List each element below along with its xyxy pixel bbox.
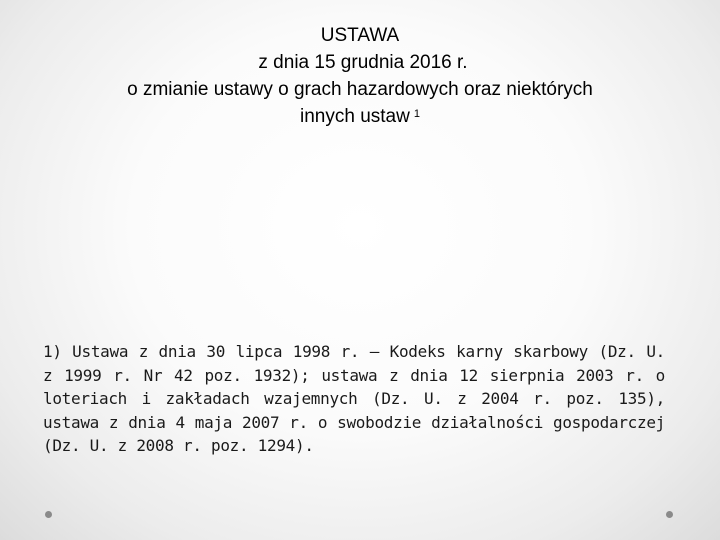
title-line-date: z dnia 15 grudnia 2016 r. xyxy=(258,52,468,73)
title-line-subject: o zmianie ustawy o grach hazardowych oraz niektórych xyxy=(127,79,593,100)
footnote-text: 1) Ustawa z dnia 30 lipca 1998 r. – Kodeks karny skarbowy (Dz. U. z 1999 r. Nr 42 poz. 1932); ustawa z dnia 12 sierpnia 2003 r. o loteriach i zakładach wzajemnych (Dz. U. z 2004 r. poz. 135), ustawa z dnia 4 maja 2007 r. o swobodzie działalności gospodarczej (Dz. U. z 2008 r. poz. 1294). xyxy=(43,342,665,455)
footnote-marker: 1 xyxy=(413,108,420,120)
title-line-subject-cont xyxy=(0,103,720,130)
bullet-dot-right xyxy=(666,511,673,518)
document-title xyxy=(0,22,720,130)
title-line-ustawa: USTAWA xyxy=(320,25,400,46)
title-line-subject-end: innych ustaw xyxy=(300,106,410,127)
bullet-dot-left xyxy=(45,511,52,518)
